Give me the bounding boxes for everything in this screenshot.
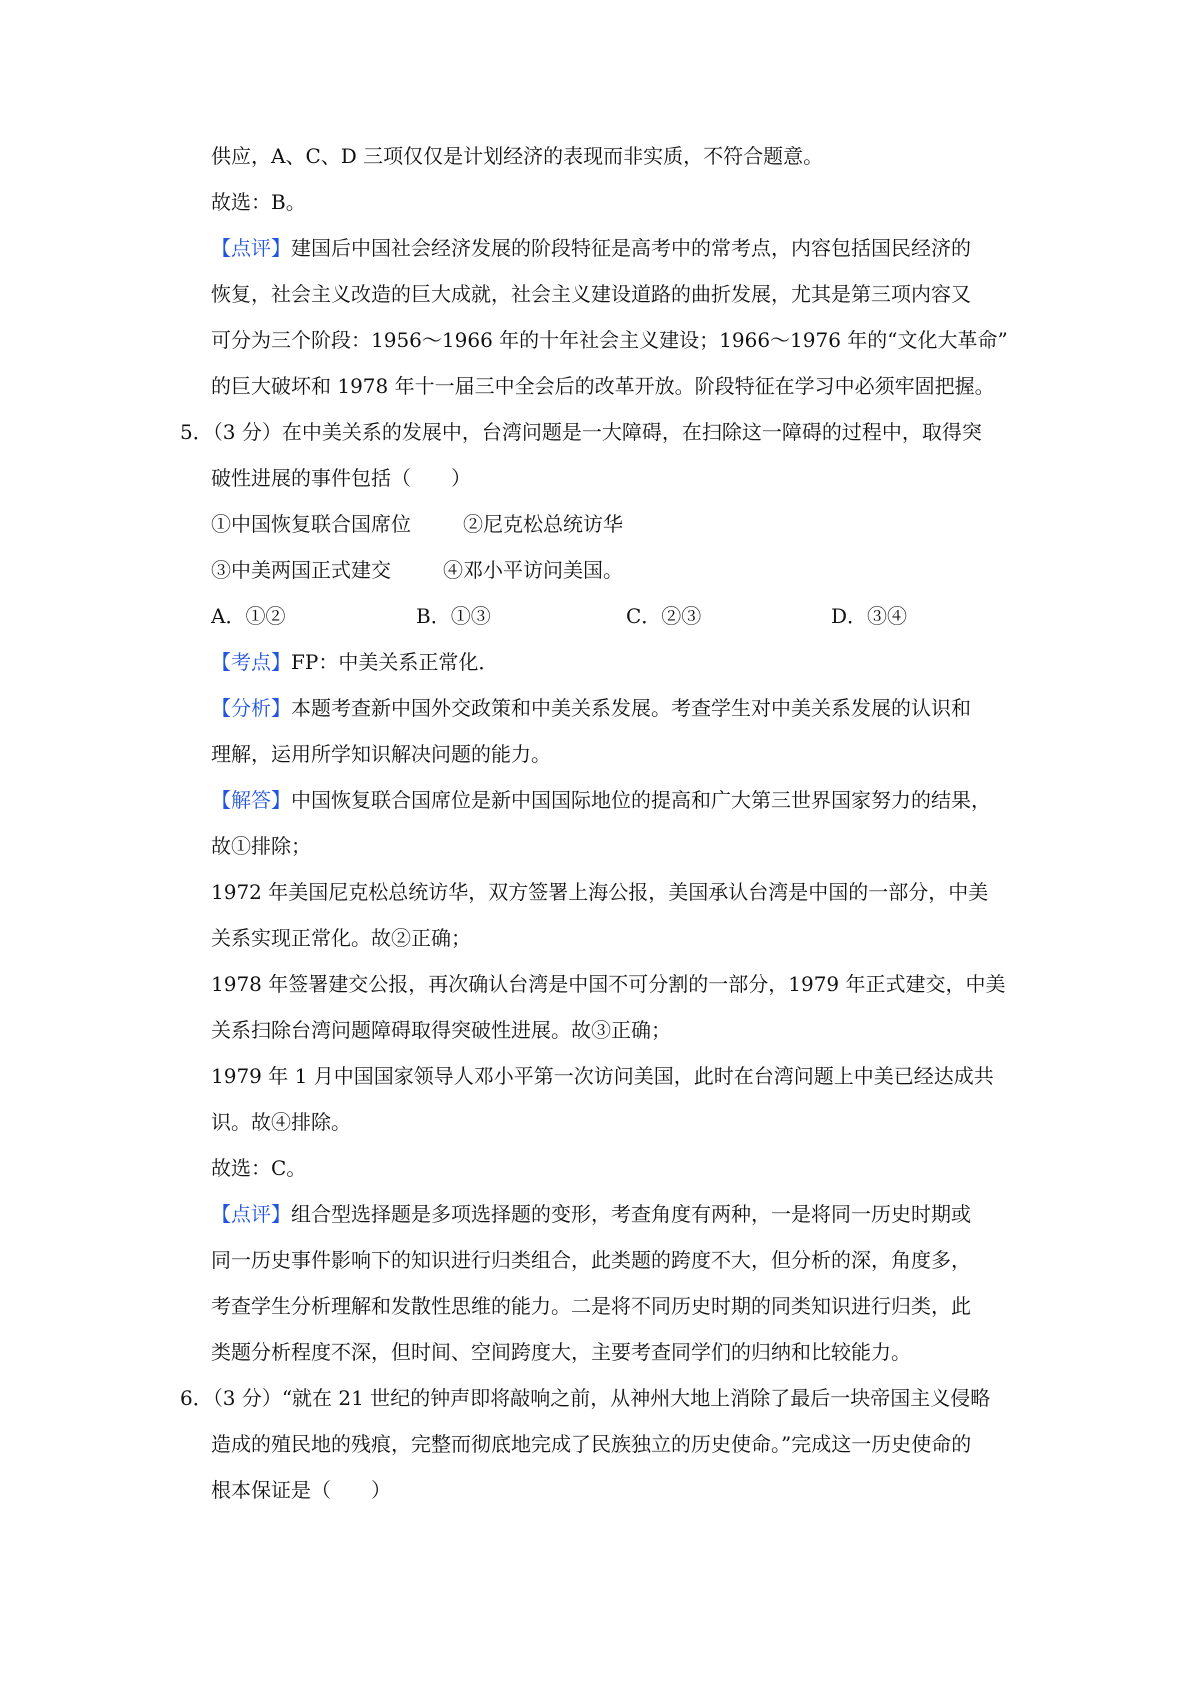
q5-jieda-line-6: 关系扫除台湾问题障碍取得突破性进展。故③正确； [211, 1018, 671, 1042]
q5-options [211, 602, 1011, 630]
q5-answer: 故选：C。 [211, 1156, 307, 1180]
q5-item-3: ③中美两国正式建交 [211, 558, 391, 582]
q5-dianping-line-1: 【点评】组合型选择题是多项选择题的变形，考查角度有两种，一是将同一历史时期或 [211, 1202, 971, 1226]
q5-items-row-1 [211, 510, 623, 538]
q5-fenxi-line-1: 【分析】本题考查新中国外交政策和中美关系发展。考查学生对中美关系发展的认识和 [211, 696, 971, 720]
q5-option-a: A．①② [211, 604, 286, 628]
prev-answer: 故选：B。 [211, 190, 306, 214]
prev-comment-line-3: 可分为三个阶段：1956～1966 年的十年社会主义建设；1966～1976 年的“文化大革命” [211, 328, 1008, 352]
q5-item-2: ②尼克松总统访华 [463, 512, 623, 536]
q5-kaodian: 【考点】FP：中美关系正常化． [211, 650, 499, 674]
q5-option-d: D．③④ [831, 604, 908, 628]
q5-jieda-line-8: 识。故④排除。 [211, 1110, 351, 1134]
q5-number: 5． [180, 420, 213, 444]
q6-stem-line-3: 根本保证是（ ） [211, 1478, 391, 1502]
prev-comment-line-1: 【点评】建国后中国社会经济发展的阶段特征是高考中的常考点，内容包括国民经济的 [211, 236, 971, 260]
q5-item-1: ①中国恢复联合国席位 [211, 512, 411, 536]
prev-analysis-line: 供应，A、C、D 三项仅仅是计划经济的表现而非实质，不符合题意。 [211, 144, 824, 168]
kaodian-tag: 【考点】 [211, 650, 291, 674]
q5-dianping-line-2: 同一历史事件影响下的知识进行归类组合，此类题的跨度不大，但分析的深，角度多， [211, 1248, 971, 1272]
q5-items-row-2 [211, 556, 623, 584]
q5-dianping-line-4: 类题分析程度不深，但时间、空间跨度大，主要考查同学们的归纳和比较能力。 [211, 1340, 911, 1364]
q6-number: 6． [180, 1386, 213, 1410]
q5-item-4: ④邓小平访问美国。 [443, 558, 623, 582]
dianping-tag: 【点评】 [211, 1202, 291, 1226]
prev-comment-line-4: 的巨大破坏和 1978 年十一届三中全会后的改革开放。阶段特征在学习中必须牢固把握。 [211, 374, 995, 398]
q5-jieda-line-5: 1978 年签署建交公报，再次确认台湾是中国不可分割的一部分，1979 年正式建交，中美 [211, 972, 1006, 996]
q5-jieda-line-1: 【解答】中国恢复联合国席位是新中国国际地位的提高和广大第三世界国家努力的结果， [211, 788, 991, 812]
comment-tag: 【点评】 [211, 236, 291, 260]
q6-stem-line-1: 6．（3 分）“就在 21 世纪的钟声即将敲响之前，从神州大地上消除了最后一块帝国主义侵略 [180, 1386, 991, 1410]
fenxi-tag: 【分析】 [211, 696, 291, 720]
q5-jieda-line-2: 故①排除； [211, 834, 311, 858]
q5-dianping-line-3: 考查学生分析理解和发散性思维的能力。二是将不同历史时期的同类知识进行归类，此 [211, 1294, 971, 1318]
q5-jieda-line-7: 1979 年 1 月中国国家领导人邓小平第一次访问美国，此时在台湾问题上中美已经达成共 [211, 1064, 994, 1088]
q5-option-c: C．②③ [626, 604, 702, 628]
q5-option-b: B．①③ [416, 604, 491, 628]
q5-jieda-line-3: 1972 年美国尼克松总统访华，双方签署上海公报，美国承认台湾是中国的一部分，中美 [211, 880, 989, 904]
prev-comment-line-2: 恢复，社会主义改造的巨大成就，社会主义建设道路的曲折发展，尤其是第三项内容又 [211, 282, 971, 306]
q5-stem-line-2: 破性进展的事件包括（ ） [211, 466, 471, 490]
q5-fenxi-line-2: 理解，运用所学知识解决问题的能力。 [211, 742, 551, 766]
q5-stem-line-1: 5．（3 分）在中美关系的发展中，台湾问题是一大障碍，在扫除这一障碍的过程中，取得突 [180, 420, 982, 444]
q6-stem-line-2: 造成的殖民地的残痕，完整而彻底地完成了民族独立的历史使命。”完成这一历史使命的 [211, 1432, 972, 1456]
q5-jieda-line-4: 关系实现正常化。故②正确； [211, 926, 471, 950]
jieda-tag: 【解答】 [211, 788, 291, 812]
